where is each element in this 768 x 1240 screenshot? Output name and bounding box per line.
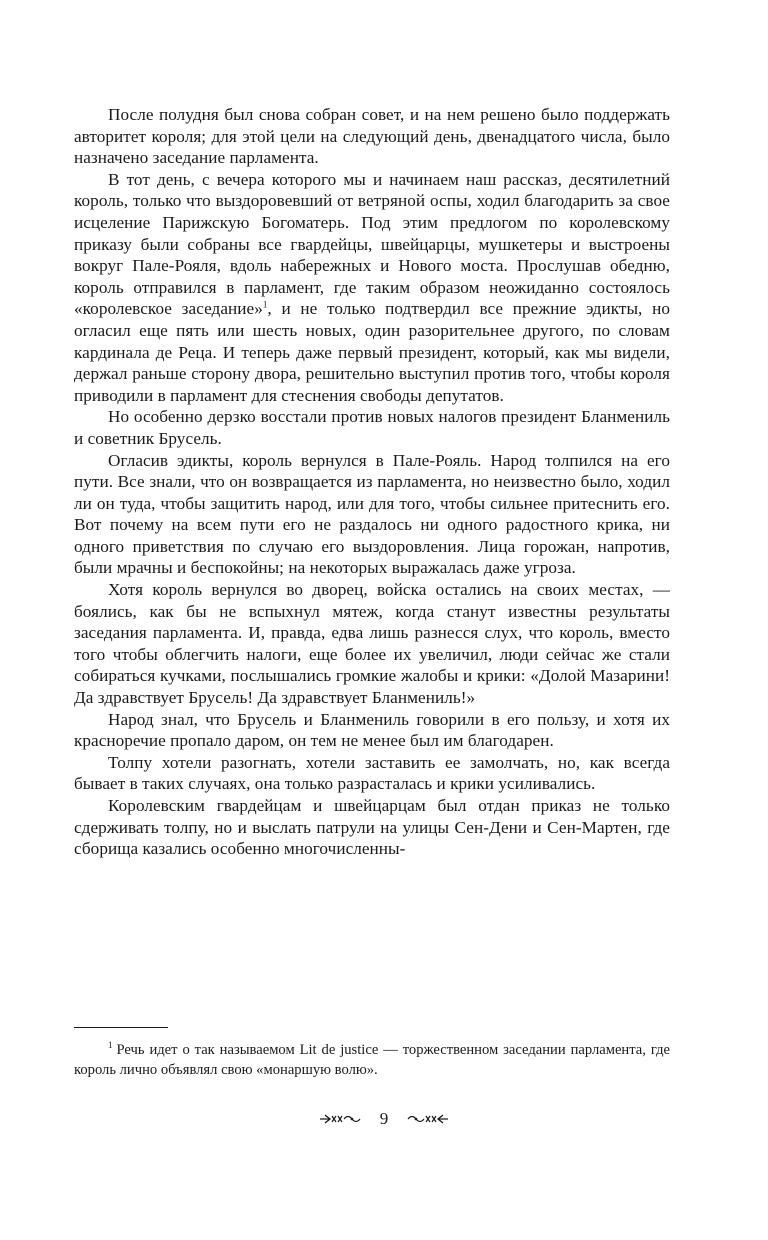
page-number: 9 — [379, 1109, 389, 1128]
page-footer — [0, 1104, 768, 1134]
paragraph: Хотя король вернулся во дворец, войска остались на своих местах, — боялись, как бы не вспыхнул мятеж, когда станут известны результаты заседания парламента. И, правда, едва лишь разнесся слух, что король, вместо того чтобы облегчить налоги, еще более их увеличил, люди сейчас же стали собираться кучками, послышались громкие жалобы и крики: «Долой Мазарини! Да здравствует Брусель! Да здравствует Бланмениль!» — [74, 580, 670, 708]
ornament-flourish-right-icon — [406, 1112, 450, 1126]
paragraph: Народ знал, что Брусель и Бланмениль говорили в его пользу, и хотя их красноречие пропало даром, он тем не менее был им благодарен. — [74, 709, 670, 751]
paragraph: Огласив эдикты, король вернулся в Пале-Рояль. Народ толпился на его пути. Все знали, что он возвращается из парламента, но неизвестно было, ходил ли он туда, чтобы защитить народ, или для того, чтобы сильнее притеснить его. Вот почему на всем пути его не раздалось ни одного радостного крика, ни одного приветствия по случаю его выздоровления. Лица горожан, напротив, были мрачны и беспокойны; на некоторых выражалась даже угроза. — [74, 450, 670, 578]
paragraph-text: В тот день, с вечера которого мы и начинаем наш рассказ, десятилетний король, только что выздоровевший от ветряной оспы, ходил благодарить за свое исцеление Парижскую Богоматерь. Под этим предлогом по королевскому приказу были собраны все гвардейцы, швейцарцы, мушкетеры и выстроены вокруг Пале-Рояля, вдоль набережных и Нового моста. Прослушав обедню, король отправился в парламент, где таким образом неожиданно состоялось «королевское заседание» — [74, 169, 670, 319]
paragraph: После полудня был снова собран совет, и на нем решено было поддержать авторитет короля; для этой цели на следующий день, двенадцатого числа, было назначено заседание парламента. — [74, 105, 670, 168]
body-text — [74, 104, 670, 860]
paragraph: Но особенно дерзко восстали против новых налогов президент Бланмениль и советник Брусель. — [74, 407, 670, 448]
footnote-text: Речь идет о так называемом Lit de justice — торжественном заседании парламента, где король лично объявлял свою «монаршую волю». — [74, 1042, 670, 1078]
paragraph: Толпу хотели разогнать, хотели заставить ее замолчать, но, как всегда бывает в таких случаях, она только разрасталась и крики усиливались. — [74, 752, 670, 794]
footnote-separator — [74, 1027, 168, 1028]
paragraph — [74, 169, 670, 407]
paragraph: Королевским гвардейцам и швейцарцам был отдан приказ не только сдерживать толпу, но и выслать патрули на улицы Сен-Дени и Сен-Мартен, где сборища казались особенно многочисленны- — [74, 796, 670, 859]
paragraph-text-continued: , и не только подтвердил все прежние эдикты, но огласил еще пять или шесть новых, один разорительнее другого, по словам кардинала де Реца. И теперь даже первый президент, который, как мы видели, держал раньше сторону двора, решительно выступил против того, чтобы короля приводили в парламент для стеснения свободы депутатов. — [74, 299, 670, 405]
footnote — [74, 1041, 670, 1080]
ornament-flourish-left-icon — [318, 1112, 362, 1126]
footnote-mark: 1 — [108, 1040, 113, 1051]
footnote-reference: 1 — [262, 299, 268, 310]
